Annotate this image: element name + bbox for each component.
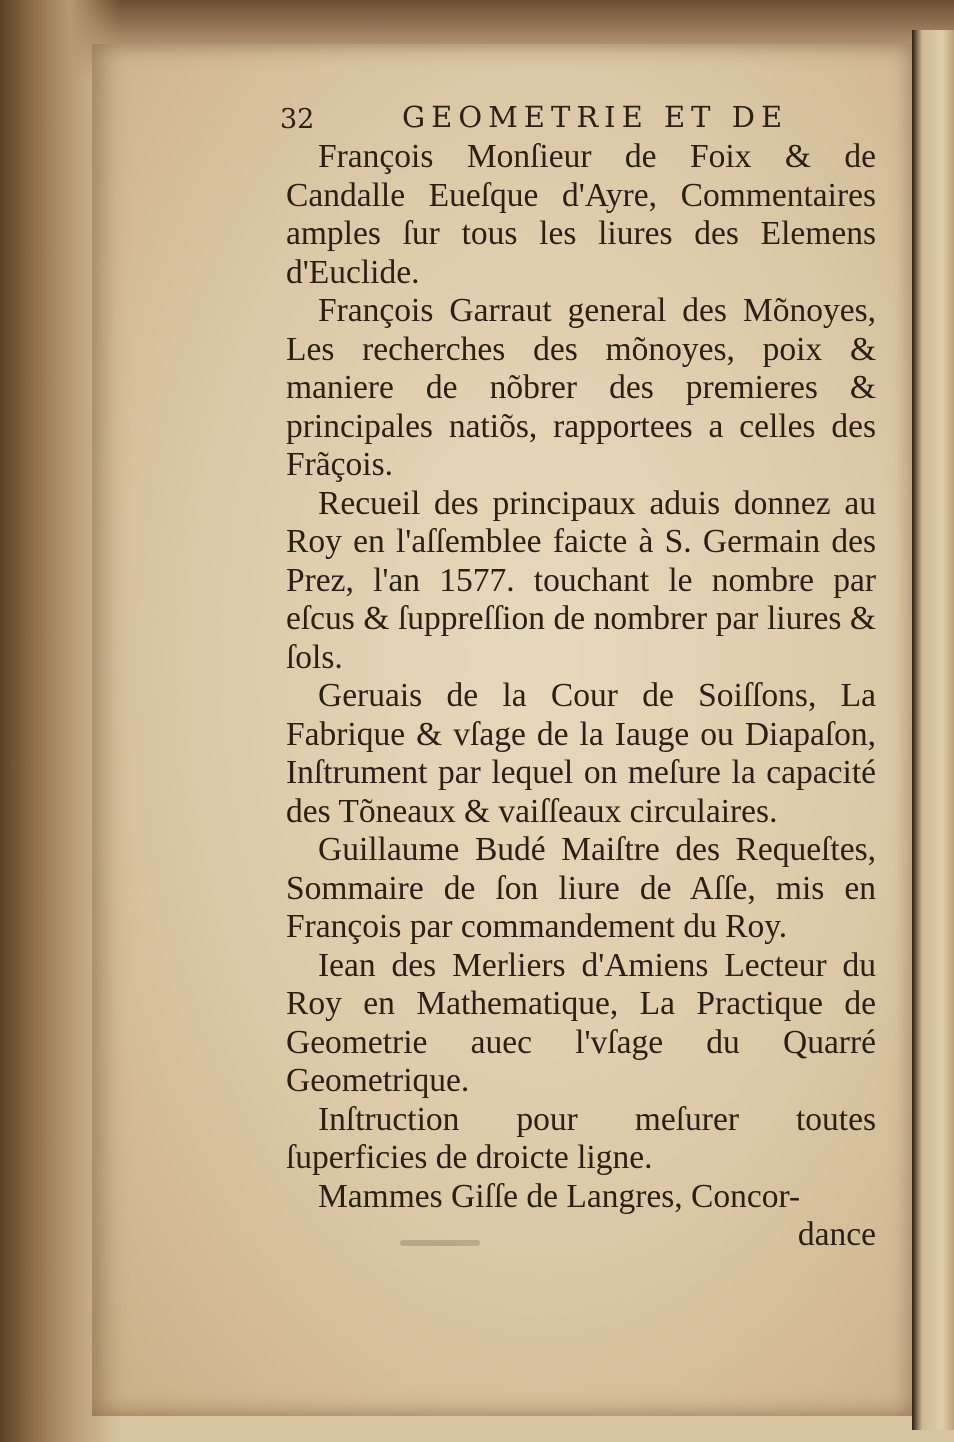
catchword: dance — [797, 1216, 876, 1253]
bibliography-entry: Guillaume Budé Maiſtre des Requeſtes, Sommaire de ſon liure de Aſſe, mis en François par commandement du Roy. — [286, 831, 876, 945]
running-title: GEOMETRIE ET DE — [402, 100, 789, 134]
bibliography-entry: Inſtruction pour meſurer toutes ſuperficies de droicte ligne. — [286, 1100, 876, 1176]
page-text-block — [286, 138, 876, 1255]
bibliography-entry: Recueil des principaux aduis donnez au Roy en l'aſſemblee faicte à S. Germain des Prez, l'an 1577. touchant le nombre par eſcus & ſuppreſſion de nombrer par liures & ſols. — [286, 484, 876, 676]
bibliography-entry: Mammes Giſſe de Langres, Concor- — [318, 1177, 801, 1215]
bibliography-entry: Iean des Merliers d'Amiens Lecteur du Roy en Mathematique, La Practique de Geometrie auec l'vſage du Quarré Geometrique. — [286, 946, 876, 1099]
bibliography-entry: François Monſieur de Foix & de Candalle Eueſque d'Ayre, Commentaires amples ſur tous les liures des Elemens d'Euclide. — [286, 138, 876, 291]
ink-smudge — [400, 1240, 480, 1246]
bibliography-entry: Geruais de la Cour de Soiſſons, La Fabrique & vſage de la Iauge ou Diapaſon, Inſtrument par lequel on meſure la capacité des Tõneaux & vaiſſeaux circulaires. — [286, 677, 876, 830]
page-number: 32 — [280, 104, 315, 135]
bibliography-entry: François Garraut general des Mõnoyes, Les recherches des mõnoyes, poix & maniere de nõbrer des premieres & principales natiõs, rapportees a celles des Frãçois. — [286, 292, 876, 483]
book-gutter — [912, 30, 954, 1430]
